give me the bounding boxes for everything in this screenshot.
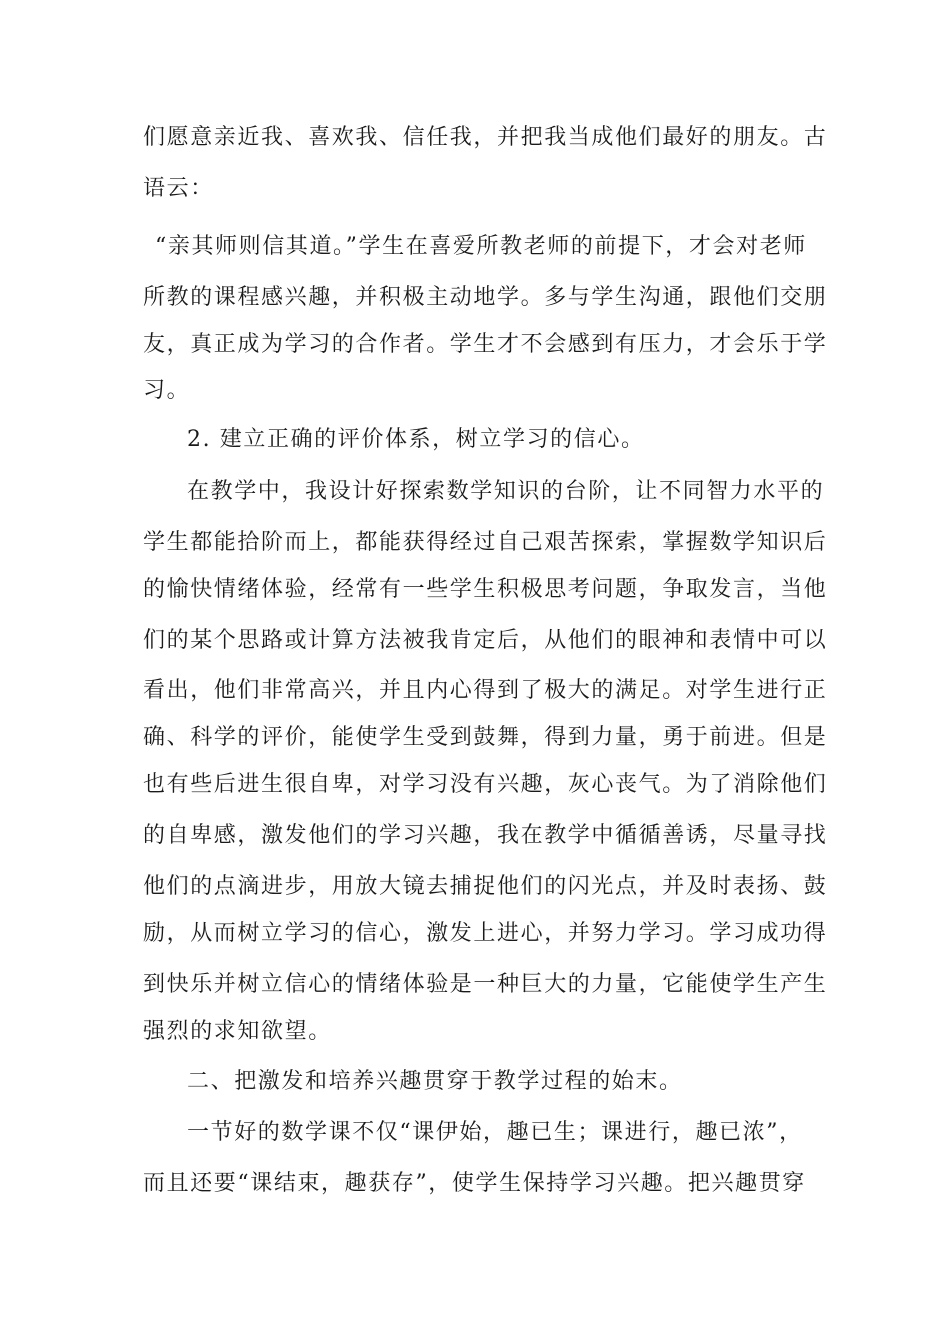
text-line: 们的某个思路或计算方法被我肯定后，从他们的眼神和表情中可以: [143, 628, 828, 653]
text-line: 看出，他们非常高兴，并且内心得到了极大的满足。对学生进行正: [143, 678, 828, 703]
text-line: 语云：: [143, 176, 214, 201]
text-line: 习。: [143, 378, 191, 403]
text-line: “亲其师则信其道。”学生在喜爱所教老师的前提下，才会对老师: [155, 234, 807, 259]
text-line: 一节好的数学课不仅“课伊始，趣已生；课进行，趣已浓”，: [187, 1120, 803, 1145]
text-line: 励，从而树立学习的信心，激发上进心，并努力学习。学习成功得: [143, 921, 828, 946]
text-line: 的自卑感，激发他们的学习兴趣，我在教学中循循善诱，尽量寻找: [143, 823, 828, 848]
text-line: 而且还要“课结束，趣获存”，使学生保持学习兴趣。把兴趣贯穿: [143, 1171, 806, 1196]
text-line: 友，真正成为学习的合作者。学生才不会感到有压力，才会乐于学: [143, 332, 828, 357]
text-line: 确、科学的评价，能使学生受到鼓舞，得到力量，勇于前进。但是: [143, 725, 828, 750]
section-heading: 2. 建立正确的评价体系，树立学习的信心。: [187, 427, 645, 452]
text-line: 们愿意亲近我、喜欢我、信任我，并把我当成他们最好的朋友。古: [143, 125, 828, 150]
text-line: 在教学中，我设计好探索数学知识的台阶，让不同智力水平的: [187, 479, 825, 504]
text-line: 学生都能拾阶而上，都能获得经过自己艰苦探索，掌握数学知识后: [143, 530, 828, 555]
text-line: 他们的点滴进步，用放大镜去捕捉他们的闪光点，并及时表扬、鼓: [143, 874, 828, 899]
section-heading: 二、把激发和培养兴趣贯穿于教学过程的始末。: [187, 1069, 683, 1094]
text-line: 到快乐并树立信心的情绪体验是一种巨大的力量，它能使学生产生: [143, 972, 828, 997]
text-line: 也有些后进生很自卑，对学习没有兴趣，灰心丧气。为了消除他们: [143, 772, 828, 797]
text-line: 强烈的求知欲望。: [143, 1019, 332, 1044]
text-line: 所教的课程感兴趣，并积极主动地学。多与学生沟通，跟他们交朋: [143, 285, 828, 310]
text-line: 的愉快情绪体验，经常有一些学生积极思考问题，争取发言，当他: [143, 577, 828, 602]
